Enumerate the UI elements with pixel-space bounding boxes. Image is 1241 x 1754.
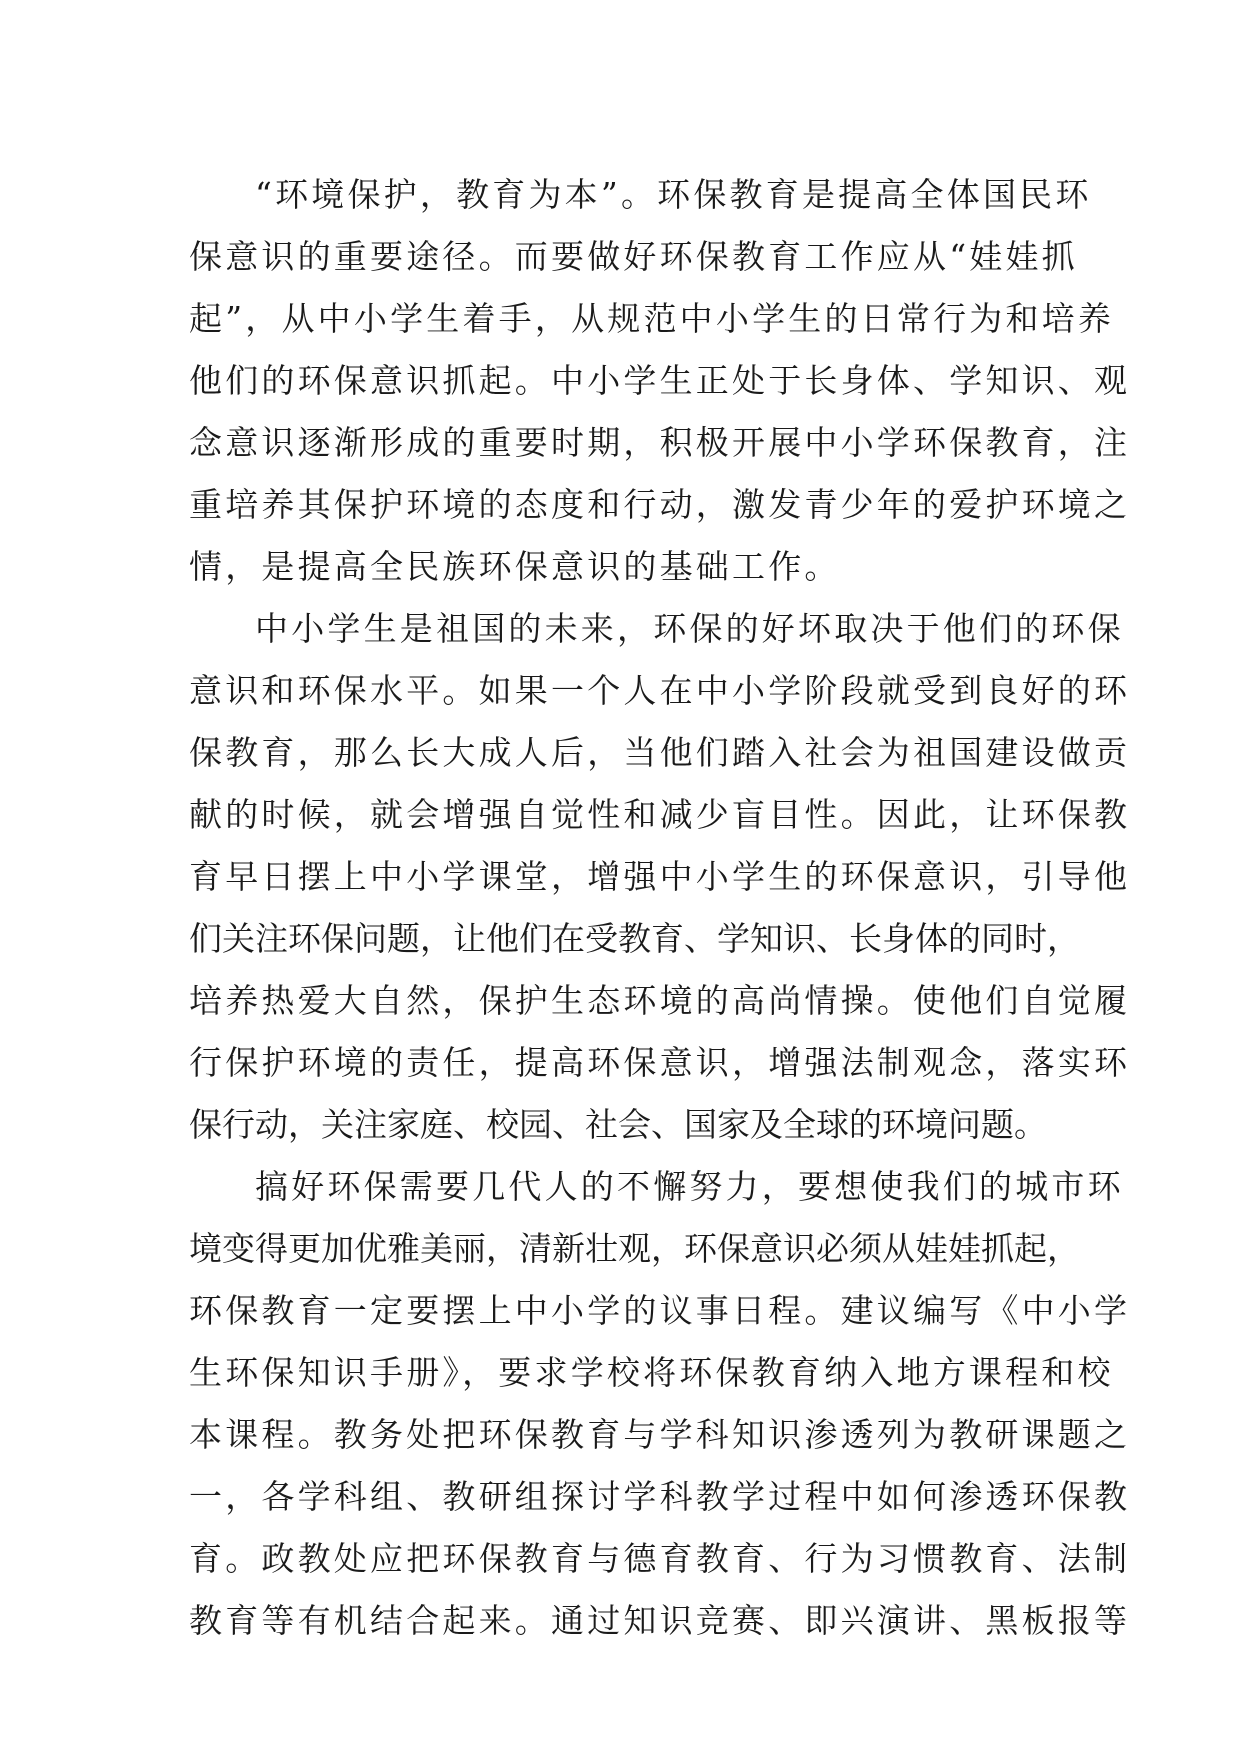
- text-line: 保意识的重要途径。而要做好环保教育工作应从“娃娃抓: [189, 237, 1078, 276]
- text-line: 情，是提高全民族环保意识的基础工作。: [189, 547, 841, 586]
- text-line: 育早日摆上中小学课堂，增强中小学生的环保意识，引导他: [189, 857, 1131, 896]
- text-line: “环境保护，教育为本”。环保教育是提高全体国民环: [255, 175, 1092, 214]
- paragraph-2: [189, 598, 1131, 1156]
- text-line: 保教育，那么长大成人后，当他们踏入社会为祖国建设做贡: [189, 733, 1131, 772]
- text-line: 保行动，关注家庭、校园、社会、国家及全球的环境问题。: [189, 1105, 1047, 1144]
- text-line: 本课程。教务处把环保教育与学科知识渗透列为教研课题之: [189, 1415, 1131, 1454]
- text-line: 生环保知识手册》，要求学校将环保教育纳入地方课程和校: [189, 1353, 1114, 1392]
- text-line: 育。政教处应把环保教育与德育教育、行为习惯教育、法制: [189, 1539, 1131, 1578]
- text-line: 行保护环境的责任，提高环保意识，增强法制观念，落实环: [189, 1043, 1131, 1082]
- text-line: 培养热爱大自然，保护生态环境的高尚情操。使他们自觉履: [189, 981, 1131, 1020]
- text-line: 意识和环保水平。如果一个人在中小学阶段就受到良好的环: [189, 671, 1131, 710]
- text-line: 们关注环保问题，让他们在受教育、学知识、长身体的同时，: [189, 919, 1080, 958]
- text-line: 中小学生是祖国的未来，环保的好坏取决于他们的环保: [255, 609, 1124, 648]
- paragraph-3: [189, 1156, 1131, 1652]
- text-line: 境变得更加优雅美丽，清新壮观，环保意识必须从娃娃抓起，: [189, 1229, 1080, 1268]
- text-line: 一，各学科组、教研组探讨学科教学过程中如何渗透环保教: [189, 1477, 1131, 1516]
- document-body: [189, 164, 1131, 1652]
- text-line: 重培养其保护环境的态度和行动，激发青少年的爱护环境之: [189, 485, 1131, 524]
- text-line: 起”，从中小学生着手，从规范中小学生的日常行为和培养: [189, 299, 1115, 338]
- text-line: 献的时候，就会增强自觉性和减少盲目性。因此，让环保教: [189, 795, 1131, 834]
- text-line: 念意识逐渐形成的重要时期，积极开展中小学环保教育，注: [189, 423, 1131, 462]
- text-line: 教育等有机结合起来。通过知识竞赛、即兴演讲、黑板报等: [189, 1601, 1131, 1640]
- text-line: 他们的环保意识抓起。中小学生正处于长身体、学知识、观: [189, 361, 1131, 400]
- text-line: 环保教育一定要摆上中小学的议事日程。建议编写《中小学: [189, 1291, 1131, 1330]
- text-line: 搞好环保需要几代人的不懈努力，要想使我们的城市环: [255, 1167, 1124, 1206]
- paragraph-1: [189, 164, 1131, 598]
